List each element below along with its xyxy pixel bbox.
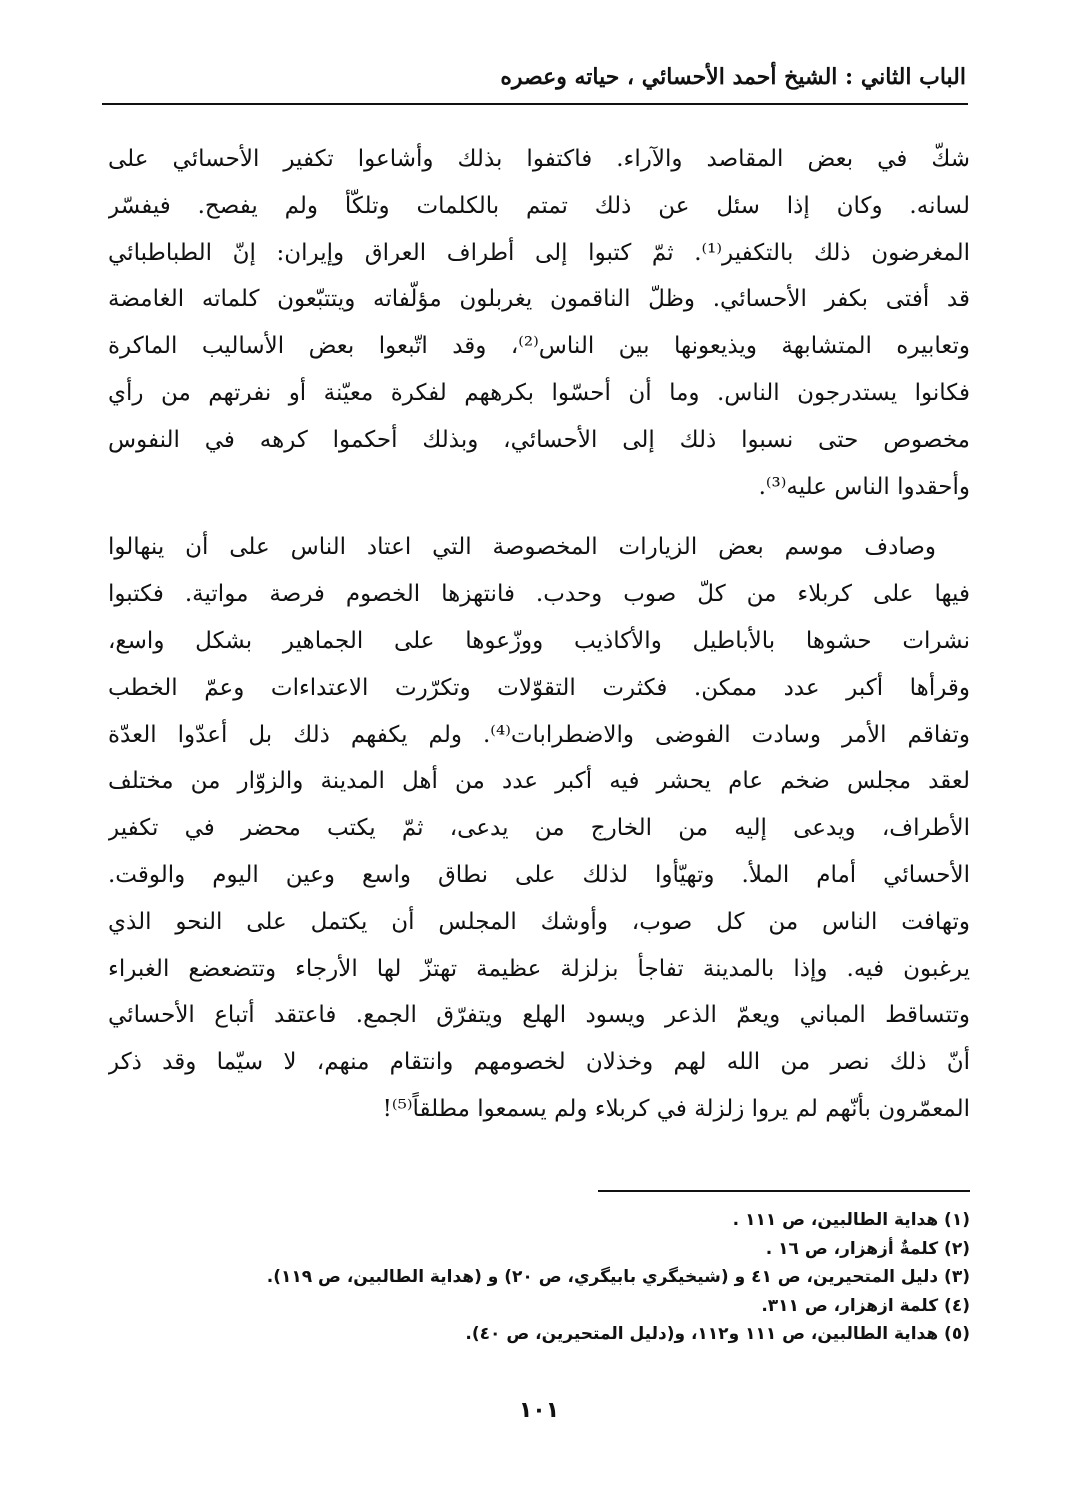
body-line: وتهافت الناس من كل صوب، وأوشك المجلس أن يكتمل على النحو الذي (108, 908, 970, 935)
footnote: (٥) هداية الطالبين، ص ١١١ و١١٢، و(دليل المتحيرين، ص ٤٠). (465, 1324, 970, 1345)
body-line: يرغبون فيه. وإذا بالمدينة تفاجأ بزلزلة عظيمة تهتزّ لها الأرجاء وتتضعضع الغبراء (108, 955, 970, 982)
body-line: المعمّرون بأنّهم لم يروا زلزلة في كربلاء ولم يسمعوا مطلقاً⁽⁵⁾! (382, 1095, 970, 1122)
body-line: مخصوص حتى نسبوا ذلك إلى الأحسائي، وبذلك أحكموا كرهه في النفوس (108, 426, 970, 453)
body-line: وتتساقط المباني ويعمّ الذعر ويسود الهلع ويتفرّق الجمع. فاعتقد أتباع الأحسائي (108, 1002, 970, 1029)
body-line: لعقد مجلس ضخم عام يحشر فيه أكبر عدد من أهل المدينة والزوّار من مختلف (108, 768, 970, 795)
body-line: وصادف موسم بعض الزيارات المخصوصة التي اعتاد الناس على أن ينهالوا (108, 534, 936, 561)
body-line: وقرأها أكبر عدد ممكن. فكثرت التقوّلات وتكرّرت الاعتداءات وعمّ الخطب (108, 674, 970, 701)
body-line: نشرات حشوها بالأباطيل والأكاذيب ووزّعوها على الجماهير بشكل واسع، (108, 627, 970, 654)
header-rule (102, 103, 968, 105)
body-line: أنّ ذلك نصر من الله لهم وخذلان لخصومهم وانتقام منهم، لا سيّما وقد ذكر (108, 1049, 970, 1076)
body-line: فكانوا يستدرجون الناس. وما أن أحسّوا بكرههم لفكرة معيّنة أو نفرتهم من رأي (108, 379, 970, 406)
footnote: (١) هداية الطالبين، ص ١١١ . (732, 1210, 970, 1230)
paragraph-gap (108, 510, 970, 524)
body-line: المغرضون ذلك بالتكفير⁽¹⁾. ثمّ كتبوا إلى أطراف العراق وإيران: إنّ الطباطبائي (108, 239, 970, 266)
body-line: وتعابيره المتشابهة ويذيعونها بين الناس⁽²⁾، وقد اتّبعوا بعض الأساليب الماكرة (108, 333, 970, 360)
body-line: الأطراف، ويدعى إليه من الخارج من يدعى، ثمّ يكتب محضر في تكفير (108, 815, 970, 842)
footnote: (٣) دليل المتحيرين، ص ٤١ و (شيخيگري بابيگري، ص ٢٠) و (هداية الطالبين، ص ١١٩). (266, 1267, 970, 1288)
body-text (108, 136, 970, 1133)
body-line: وتفاقم الأمر وسادت الفوضى والاضطرابات⁽⁴⁾. ولم يكفهم ذلك بل أعدّوا العدّة (108, 721, 970, 748)
body-line: الأحسائي أمام الملأ. وتهيّأوا لذلك على نطاق واسع وعين اليوم والوقت. (108, 861, 970, 888)
running-header: الباب الثاني : الشيخ أحمد الأحسائي ، حياته وعصره (500, 64, 966, 90)
body-line: قد أفتى بكفر الأحسائي. وظلّ الناقمون يغربلون مؤلّفاته ويتتبّعون كلماته الغامضة (108, 286, 970, 313)
body-line: لسانه. وكان إذا سئل عن ذلك تمتم بالكلمات وتلكّأ ولم يفصح. فيفسّر (108, 192, 970, 219)
body-line: وأحقدوا الناس عليه⁽³⁾. (758, 473, 970, 500)
footnote: (٤) كلمة ازهزار، ص ٣١١. (761, 1295, 970, 1316)
body-line: شكّ في بعض المقاصد والآراء. فاكتفوا بذلك وأشاعوا تكفير الأحسائي على (108, 146, 970, 172)
footnote-rule (598, 1190, 970, 1192)
body-line: فيها على كربلاء من كلّ صوب وحدب. فانتهزها الخصوم فرصة مواتية. فكتبوا (108, 581, 970, 608)
page-number: ١٠١ (518, 1398, 560, 1423)
footnote: (٢) كلمةٌ أزهزار، ص ١٦ . (765, 1238, 970, 1259)
footnotes (108, 1206, 970, 1349)
